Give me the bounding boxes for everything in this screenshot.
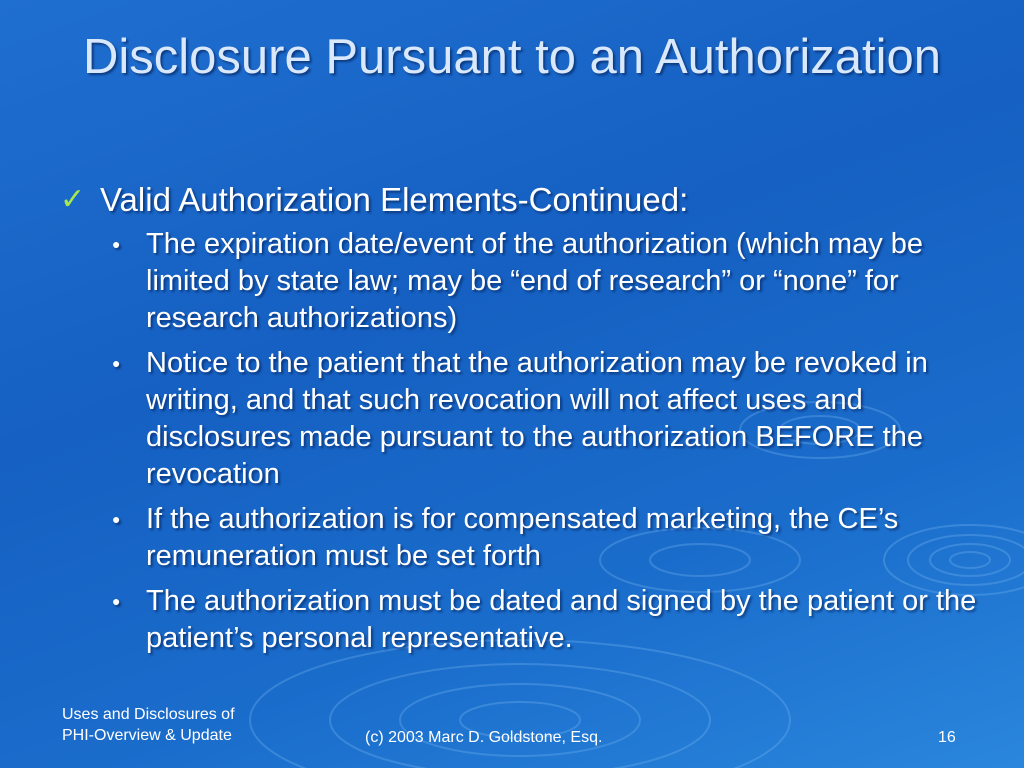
bullet-dot-icon: ● (112, 593, 121, 609)
bullet-text: The authorization must be dated and signed by the patient or the patient’s personal representative. (146, 585, 977, 654)
bullet-text: The expiration date/event of the authorization (which may be limited by state law; may be “end of research” or “none” for research authorizations) (146, 228, 924, 334)
bullet-dot-icon: ● (112, 236, 121, 252)
bullet-dot-icon: ● (112, 355, 121, 371)
footer-copyright: (c) 2003 Marc D. Goldstone, Esq. (365, 729, 603, 746)
page-number: 16 (938, 729, 956, 746)
footer-left (62, 704, 235, 746)
bullet-item (110, 583, 980, 657)
bullet-text: Notice to the patient that the authorization may be revoked in writing, and that such revocation will not affect uses and disclosures made pursuant to the authorization BEFORE the revocation (146, 347, 928, 490)
bullet-text: If the authorization is for compensated marketing, the CE’s remuneration must be set forth (146, 503, 899, 572)
bullet-item (110, 501, 980, 575)
checkmark-icon: ✓ (60, 183, 86, 216)
footer-left-line1: Uses and Disclosures of (62, 706, 235, 723)
slide-title: Disclosure Pursuant to an Authorization (83, 30, 941, 84)
bullet-item (110, 226, 980, 337)
bullet-dot-icon: ● (112, 511, 121, 527)
section-heading-text: Valid Authorization Elements-Continued: (100, 181, 689, 218)
section-heading (60, 180, 980, 220)
bullet-item (110, 345, 980, 493)
slide-body (60, 180, 980, 665)
footer-left-line2: PHI-Overview & Update (62, 727, 232, 744)
